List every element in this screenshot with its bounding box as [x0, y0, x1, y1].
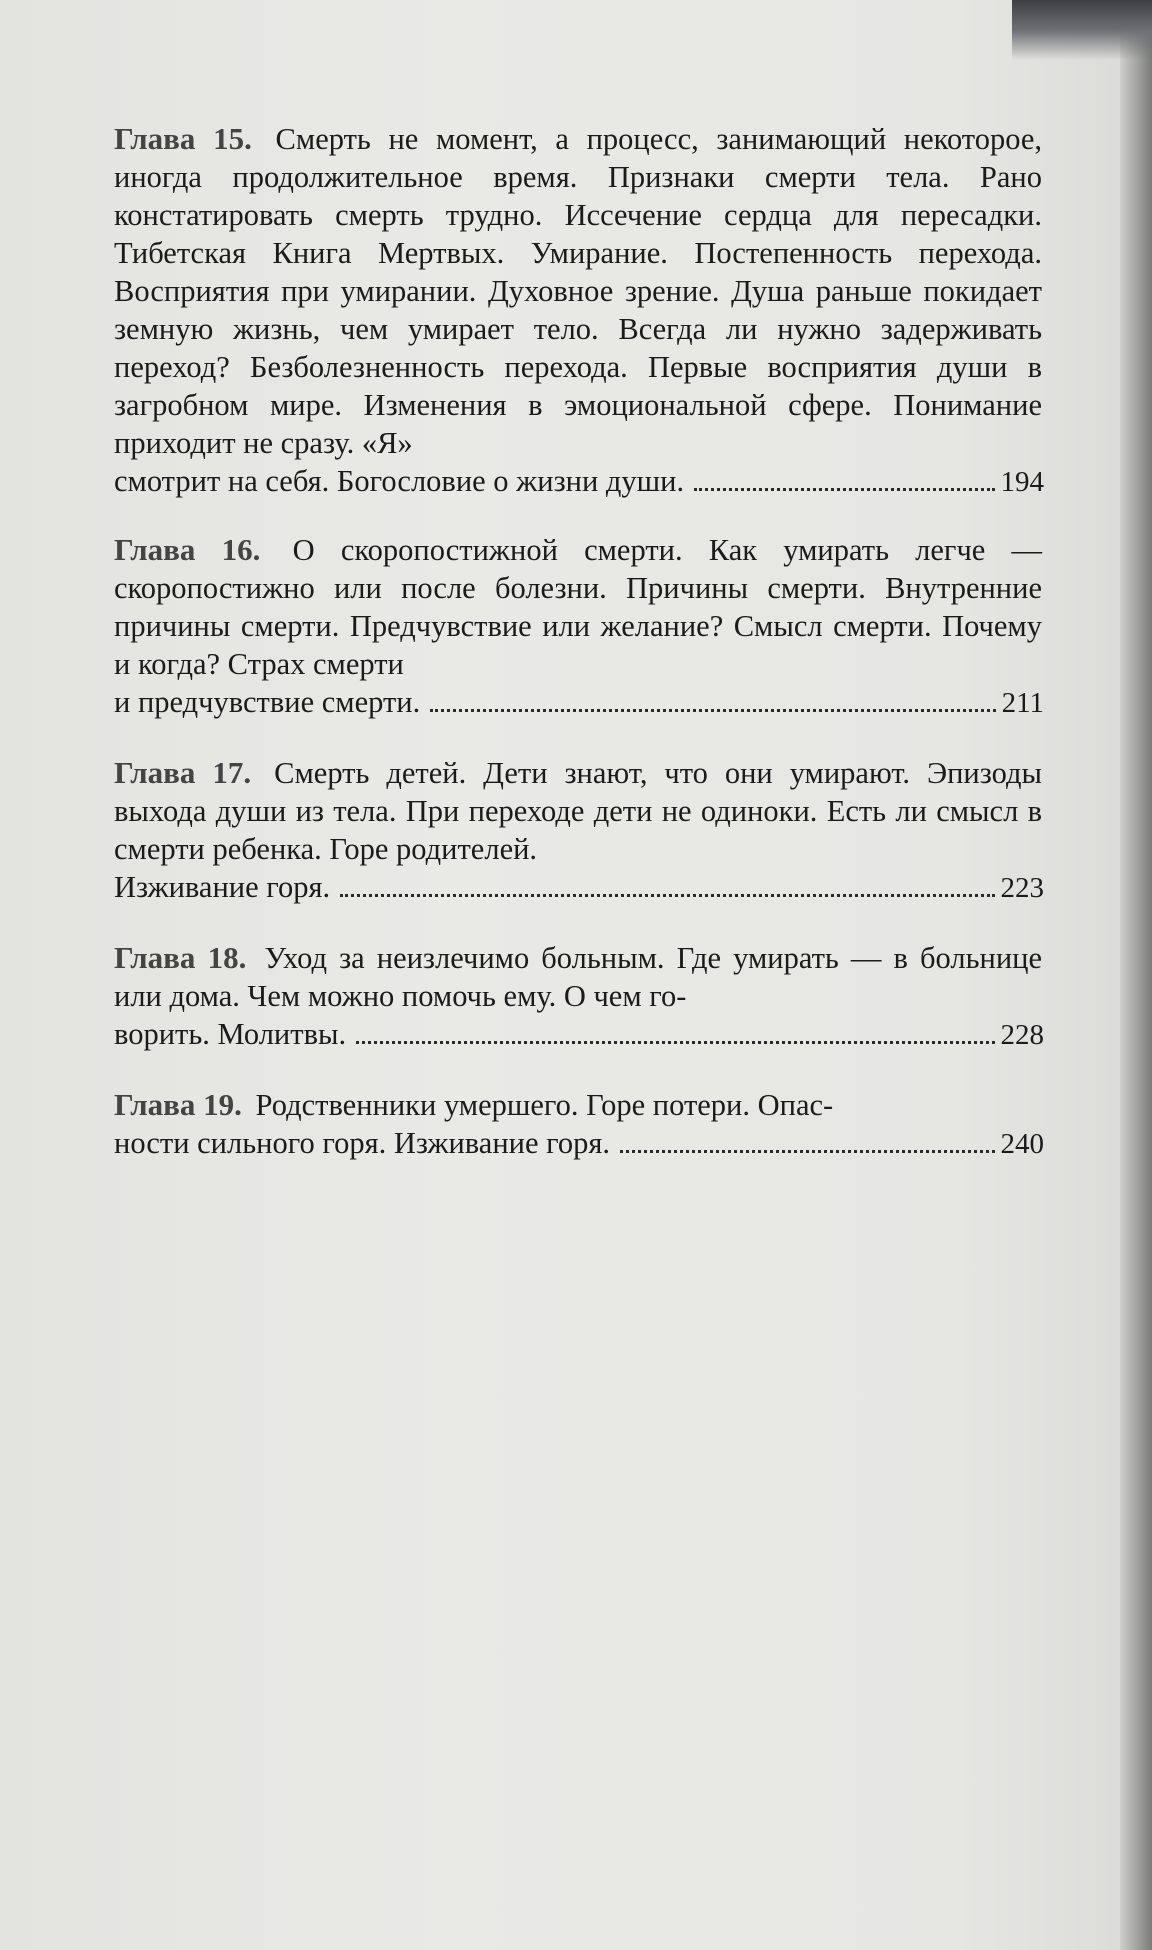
toc-entry-text: [114, 939, 1044, 1015]
chapter-label: Глава 17.: [114, 755, 252, 790]
chapter-description: О скоропостижной смерти. Как умирать легче — скоропостижно или после болезни. Причины смерти. Внутренние причины смерти. Предчувствие или желание? Смысл смерти. Почему и когда? Страх смерти: [114, 533, 1043, 681]
toc-entry-last-line: [114, 1015, 1044, 1054]
toc-entry-last-line: [114, 868, 1044, 907]
chapter-description-end: и предчувствие смерти.: [114, 685, 421, 719]
page-edge-shadow: [1120, 0, 1152, 1950]
page-number: 240: [1000, 1128, 1044, 1160]
chapter-description-end: ности сильного горя. Изживание горя.: [114, 1126, 611, 1160]
chapter-description-end: ворить. Молитвы.: [114, 1017, 347, 1051]
toc-entry-text: [114, 754, 1044, 868]
dot-leader: [694, 488, 994, 491]
chapter-description-end: Изживание горя.: [114, 870, 331, 904]
toc-entry-chapter-17: [114, 754, 1044, 907]
page-number: 194: [1000, 466, 1044, 498]
page-number: 211: [1001, 687, 1044, 719]
page-number: 223: [1000, 872, 1044, 904]
dot-leader: [356, 1041, 994, 1044]
toc-entry-text: [114, 120, 1044, 462]
toc-entry-text: [114, 1086, 1044, 1124]
toc-entry-chapter-16: [114, 531, 1044, 722]
toc-entry-last-line: [114, 1124, 1044, 1163]
corner-shadow: [1012, 0, 1152, 60]
chapter-label: Глава 16.: [114, 532, 261, 567]
table-of-contents: [114, 120, 1044, 1195]
page-number: 228: [1000, 1019, 1044, 1051]
chapter-description: Смерть детей. Дети знают, что они умирают. Эпизоды выхода души из тела. При переходе дети не одиноки. Есть ли смысл в смерти ребенка. Горе родителей.: [114, 756, 1042, 866]
toc-entry-last-line: [114, 683, 1044, 722]
dot-leader: [620, 1150, 994, 1153]
chapter-description-end: смотрит на себя. Богословие о жизни души.: [114, 464, 685, 498]
chapter-label: Глава 19.: [114, 1087, 242, 1122]
chapter-description: Смерть не момент, а процесс, занимающий некоторое, иногда продолжительное время. Признаки смерти тела. Рано констатировать смерть трудно. Иссечение сердца для пересадки. Тибетская Книга Мертвых. Умирание. Постепенность перехода. Восприятия при умирании. Духовное зрение. Душа раньше покидает земную жизнь, чем умирает тело. Всегда ли нужно задерживать переход? Безболезненность перехода. Первые восприятия души в загробном мире. Изменения в эмоциональной сфере. Понимание приходит не сразу. «Я»: [114, 122, 1042, 460]
chapter-label: Глава 18.: [114, 940, 247, 975]
dot-leader: [430, 709, 995, 712]
chapter-description: Уход за неизлечимо больным. Где умирать — в больнице или дома. Чем можно помочь ему. О чем го-: [114, 941, 1043, 1013]
chapter-label: Глава 15.: [114, 121, 252, 156]
toc-entry-chapter-18: [114, 939, 1044, 1054]
chapter-description: Родственники умершего. Горе потери. Опас-: [255, 1088, 834, 1122]
dot-leader: [340, 894, 994, 897]
toc-entry-chapter-19: [114, 1086, 1044, 1163]
toc-entry-chapter-15: [114, 120, 1044, 501]
toc-entry-text: [114, 531, 1044, 683]
toc-entry-last-line: [114, 462, 1044, 501]
